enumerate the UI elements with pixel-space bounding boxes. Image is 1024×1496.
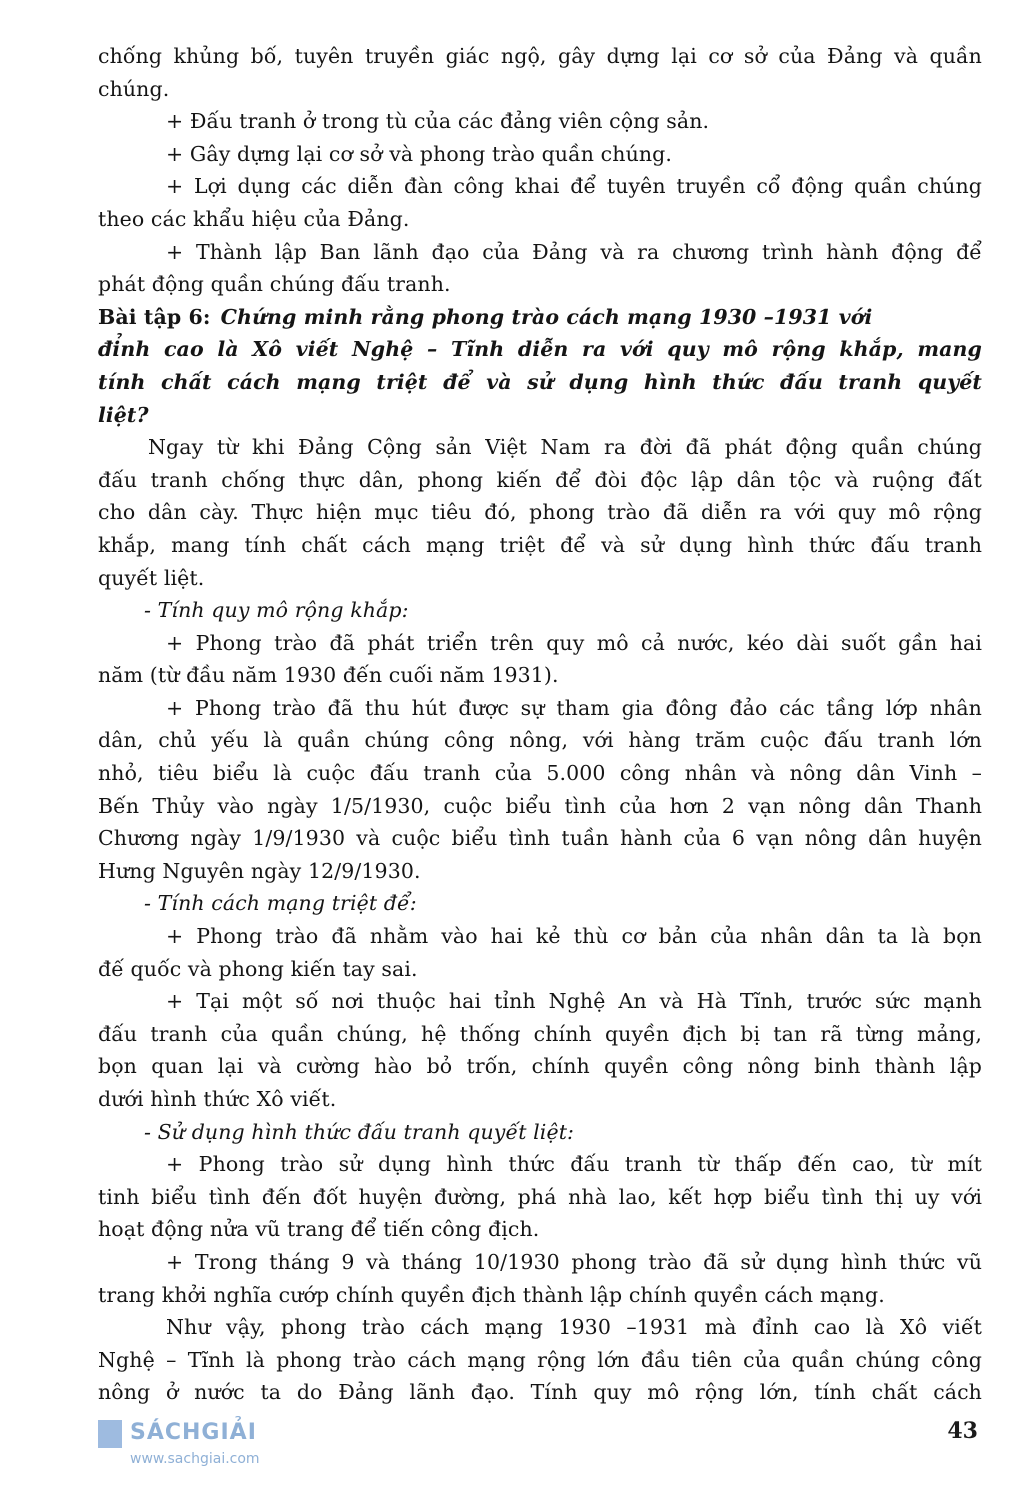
text-line: trang khởi nghĩa cướp chính quyền địch thành lập chính quyền cách mạng. bbox=[98, 1282, 885, 1307]
text-line: hoạt động nửa vũ trang để tiến công địch. bbox=[98, 1217, 540, 1242]
text-line: Chương ngày 1/9/1930 và cuộc biểu tình tuần hành của 6 vạn nông dân huyện bbox=[98, 826, 982, 851]
paragraph-line: Nghệ – Tĩnh là phong trào cách mạng rộng lớn đầu tiên của quần chúng công bbox=[98, 1347, 982, 1372]
bullet-item: + Phong trào đã phát triển trên quy mô cả nước, kéo dài suốt gần hai bbox=[166, 630, 982, 655]
watermark-logo-text: SÁCHGIẢI bbox=[130, 1420, 257, 1445]
paragraph-line: cho dân cày. Thực hiện mục tiêu đó, phong trào đã diễn ra với quy mô rộng bbox=[98, 500, 982, 525]
page-number: 43 bbox=[947, 1418, 978, 1444]
bullet-item: + Phong trào đã nhằm vào hai kẻ thù cơ bản của nhân dân ta là bọn bbox=[166, 924, 982, 949]
text-line: tinh biểu tình đến đốt huyện đường, phá nhà lao, kết hợp biểu tình thị uy với bbox=[98, 1184, 982, 1209]
text-line: phát động quần chúng đấu tranh. bbox=[98, 272, 451, 297]
exercise-question: tính chất cách mạng triệt để và sử dụng hình thức đấu tranh quyết bbox=[98, 369, 982, 394]
paragraph-line: khắp, mang tính chất cách mạng triệt để và sử dụng hình thức đấu tranh bbox=[98, 532, 982, 557]
bullet-item: + Lợi dụng các diễn đàn công khai để tuyên truyền cổ động quần chúng bbox=[166, 174, 982, 199]
subheading: - Tính quy mô rộng khắp: bbox=[144, 598, 409, 623]
text-line: đế quốc và phong kiến tay sai. bbox=[98, 956, 418, 981]
text-line: chúng. bbox=[98, 76, 170, 101]
bullet-item: + Trong tháng 9 và tháng 10/1930 phong trào đã sử dụng hình thức vũ bbox=[166, 1249, 982, 1274]
bullet-item: + Thành lập Ban lãnh đạo của Đảng và ra chương trình hành động để bbox=[166, 239, 982, 264]
exercise-label: Bài tập 6: bbox=[98, 304, 211, 329]
paragraph-line: Như vậy, phong trào cách mạng 1930 –1931 mà đỉnh cao là Xô viết bbox=[166, 1315, 982, 1340]
text-line: theo các khẩu hiệu của Đảng. bbox=[98, 206, 410, 231]
page-body bbox=[98, 40, 982, 1409]
bullet-item: + Gây dựng lại cơ sở và phong trào quần chúng. bbox=[166, 141, 673, 166]
text-line: năm (từ đầu năm 1930 đến cuối năm 1931). bbox=[98, 663, 559, 688]
watermark bbox=[98, 1418, 288, 1478]
text-line: nhỏ, tiêu biểu là cuộc đấu tranh của 5.000 công nhân và nông dân Vinh – bbox=[98, 761, 982, 786]
paragraph-line: quyết liệt. bbox=[98, 565, 205, 590]
bullet-item: + Phong trào đã thu hút được sự tham gia đông đảo các tầng lớp nhân bbox=[166, 695, 982, 720]
exercise-question: Chứng minh rằng phong trào cách mạng 1930 –1931 với bbox=[220, 304, 873, 329]
watermark-logo-icon bbox=[98, 1420, 122, 1448]
text-line: Bến Thủy vào ngày 1/5/1930, cuộc biểu tình của hơn 2 vạn nông dân Thanh bbox=[98, 793, 982, 818]
exercise-question: đỉnh cao là Xô viết Nghệ – Tĩnh diễn ra với quy mô rộng khắp, mang bbox=[98, 337, 982, 362]
text-line: Hưng Nguyên ngày 12/9/1930. bbox=[98, 858, 421, 883]
paragraph-line: nông ở nước ta do Đảng lãnh đạo. Tính quy mô rộng lớn, tính chất cách bbox=[98, 1380, 982, 1405]
text-line: dưới hình thức Xô viết. bbox=[98, 1087, 337, 1111]
subheading: - Tính cách mạng triệt để: bbox=[144, 891, 417, 916]
exercise-heading bbox=[98, 301, 982, 334]
paragraph-line: đấu tranh chống thực dân, phong kiến để đòi độc lập dân tộc và ruộng đất bbox=[98, 467, 982, 492]
exercise-question: liệt? bbox=[98, 402, 149, 427]
bullet-item: + Đấu tranh ở trong tù của các đảng viên cộng sản. bbox=[166, 109, 710, 134]
text-line: đấu tranh của quần chúng, hệ thống chính quyền địch bị tan rã từng mảng, bbox=[98, 1021, 982, 1046]
text-line: bọn quan lại và cường hào bỏ trốn, chính quyền công nông binh thành lập bbox=[98, 1054, 982, 1079]
bullet-item: + Tại một số nơi thuộc hai tỉnh Nghệ An và Hà Tĩnh, trước sức mạnh bbox=[166, 989, 982, 1014]
subheading: - Sử dụng hình thức đấu tranh quyết liệt: bbox=[144, 1119, 575, 1144]
paragraph-line: Ngay từ khi Đảng Cộng sản Việt Nam ra đời đã phát động quần chúng bbox=[148, 435, 982, 460]
text-line: chống khủng bố, tuyên truyền giác ngộ, gây dựng lại cơ sở của Đảng và quần bbox=[98, 44, 982, 68]
text-line: dân, chủ yếu là quần chúng công nông, với hàng trăm cuộc đấu tranh lớn bbox=[98, 728, 982, 753]
bullet-item: + Phong trào sử dụng hình thức đấu tranh từ thấp đến cao, từ mít bbox=[166, 1152, 982, 1177]
watermark-url: www.sachgiai.com bbox=[130, 1451, 260, 1467]
